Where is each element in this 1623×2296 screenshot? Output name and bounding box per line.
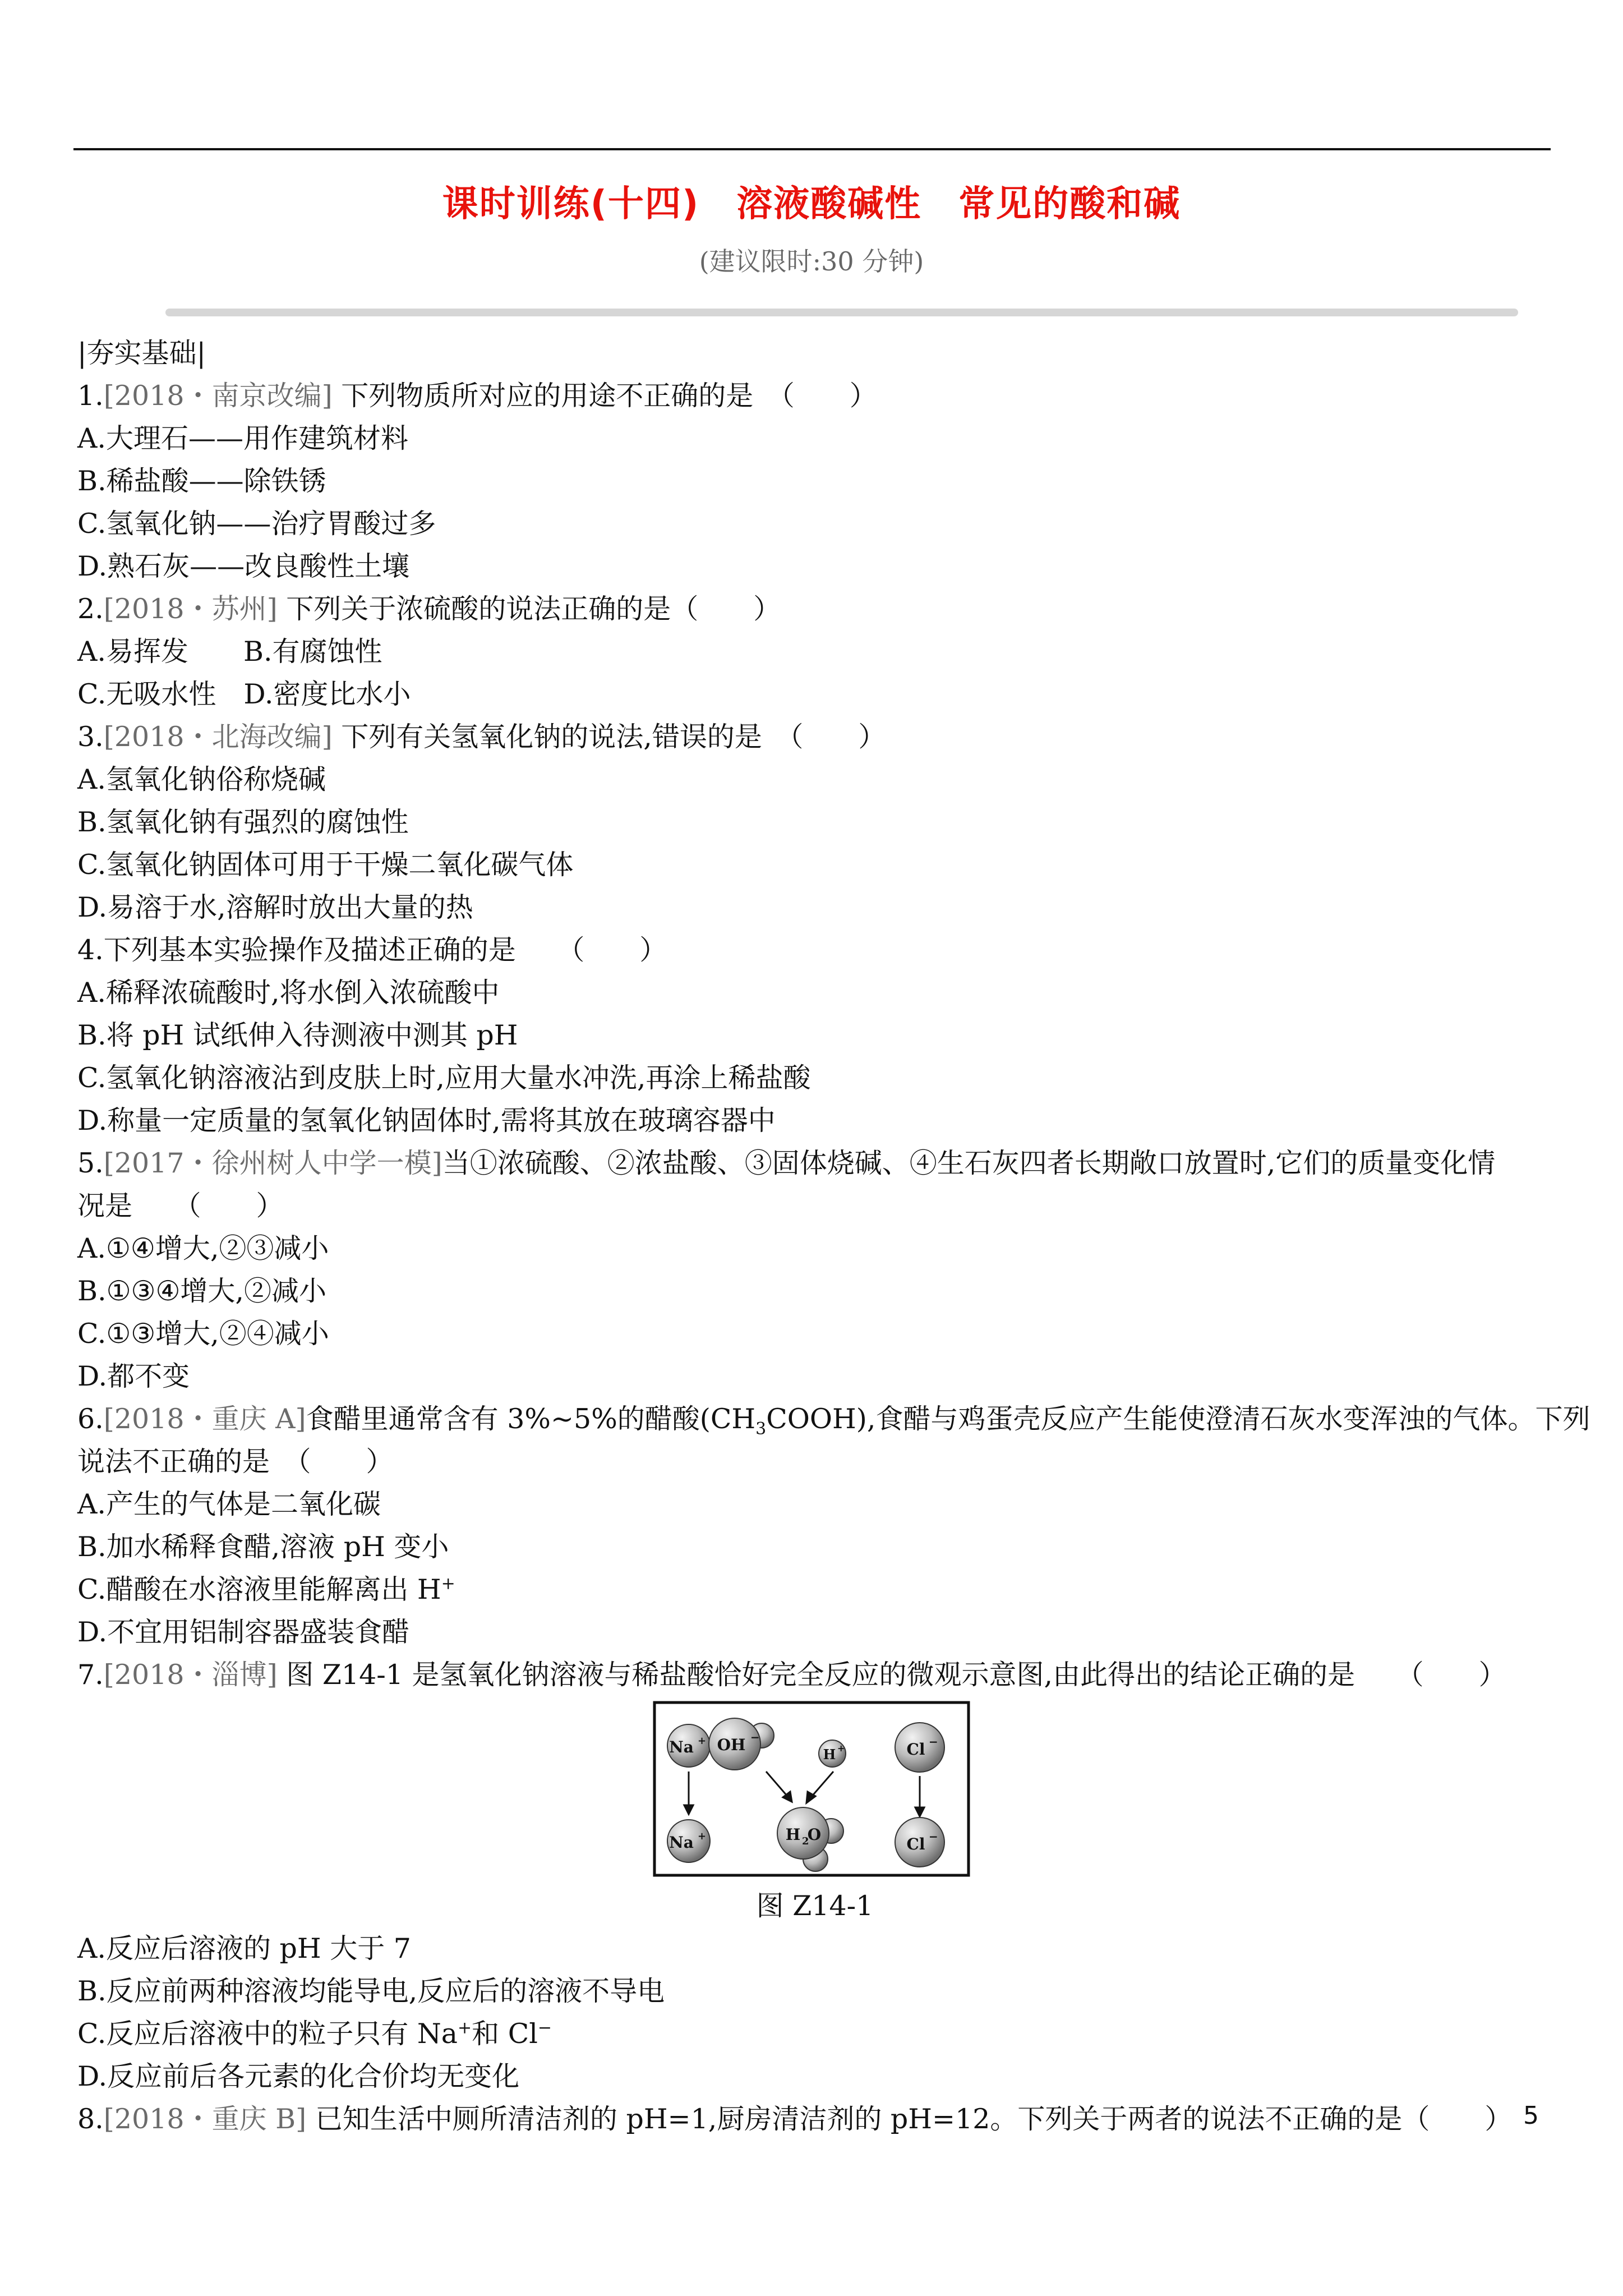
subscript: 3 <box>755 1419 767 1439</box>
option-a: A.反应后溶液的 pH 大于 7 <box>77 1932 411 1964</box>
question-4-stem <box>77 929 1552 972</box>
question-source: [2018・重庆 A] <box>103 1403 306 1435</box>
option-d: D.称量一定质量的氢氧化钠固体时,需将其放在玻璃容器中 <box>77 1105 776 1137</box>
question-5-stem <box>77 1142 1552 1185</box>
option-text: 和 Cl <box>472 2018 538 2050</box>
svg-text:H: H <box>823 1746 836 1763</box>
option-d: D.不宜用铝制容器盛装食醋 <box>77 1616 410 1648</box>
option-c: C.氢氧化钠——治疗胃酸过多 <box>77 508 436 540</box>
page-number: 5 <box>1523 2101 1539 2130</box>
option-b: B.氢氧化钠有强烈的腐蚀性 <box>77 806 409 838</box>
option-d: D.易溶于水,溶解时放出大量的热 <box>77 891 473 923</box>
question-8-stem <box>77 2098 1552 2141</box>
svg-text:Na: Na <box>669 1738 694 1756</box>
question-text: 下列物质所对应的用途不正确的是 （ ） <box>332 380 877 412</box>
question-6-stem <box>77 1398 1590 1441</box>
svg-text:OH: OH <box>717 1736 746 1754</box>
option-d: D.熟石灰——改良酸性土壤 <box>77 550 410 582</box>
figure-caption: 图 Z14-1 <box>756 1890 874 1922</box>
question-source: [2018・北海改编] <box>103 721 333 753</box>
question-text: 图 Z14-1 是氢氧化钠溶液与稀盐酸恰好完全反应的微观示意图,由此得出的结论正确的是 （ ） <box>277 1659 1506 1691</box>
superscript: + <box>458 2018 472 2038</box>
question-source: [2018・苏州] <box>103 593 278 625</box>
question-text: 当①浓硫酸、②浓盐酸、③固体烧碱、④生石灰四者长期敞口放置时,它们的质量变化情 <box>442 1147 1496 1179</box>
option-c: C.氢氧化钠溶液沾到皮肤上时,应用大量水冲洗,再涂上稀盐酸 <box>77 1062 811 1094</box>
question-source: [2018・淄博] <box>103 1659 278 1691</box>
section-divider <box>165 309 1518 316</box>
option-b: B.反应前两种溶液均能导电,反应后的溶液不导电 <box>77 1975 665 2007</box>
question-3-stem <box>77 716 1552 758</box>
question-number: 6. <box>77 1403 104 1435</box>
option-c <box>77 1568 1552 1611</box>
option-c: C.①③增大,②④减小 <box>77 1318 329 1350</box>
question-number: 5. <box>77 1147 104 1179</box>
svg-text:2: 2 <box>802 1835 809 1847</box>
svg-text:+: + <box>837 1743 845 1754</box>
option-c <box>77 2013 1552 2055</box>
question-number: 1. <box>77 380 104 412</box>
question-number: 7. <box>77 1659 104 1691</box>
option-b: B.①③④增大,②减小 <box>77 1275 326 1307</box>
option-text: C.反应后溶液中的粒子只有 Na <box>77 2018 458 2050</box>
chloride-ion-before <box>895 1723 944 1772</box>
page-title: 课时训练(十四) 溶液酸碱性 常见的酸和碱 <box>442 183 1181 225</box>
superscript: − <box>537 2018 552 2038</box>
svg-text:+: + <box>698 1830 707 1842</box>
option-c: C.氢氧化钠固体可用于干燥二氧化碳气体 <box>77 849 574 881</box>
svg-text:H: H <box>785 1825 801 1844</box>
svg-text:−: − <box>929 1830 938 1843</box>
option-d: D.都不变 <box>77 1360 190 1392</box>
section-label: |夯实基础| <box>77 337 206 369</box>
question-number: 3. <box>77 721 104 753</box>
question-source: [2018・南京改编] <box>103 380 333 412</box>
question-source: [2018・重庆 B] <box>103 2103 307 2135</box>
question-source: [2017・徐州树人中学一模] <box>103 1147 442 1179</box>
svg-text:+: + <box>698 1735 707 1747</box>
question-text: COOH),食醋与鸡蛋壳反应产生能使澄清石灰水变浑浊的气体。下列 <box>766 1403 1590 1435</box>
option-a: A.稀释浓硫酸时,将水倒入浓硫酸中 <box>77 977 500 1009</box>
question-text: 已知生活中厕所清洁剂的 pH=1,厨房清洁剂的 pH=12。下列关于两者的说法不正确的是（ ） <box>306 2103 1513 2135</box>
question-6-stem-cont: 说法不正确的是 （ ） <box>77 1446 394 1478</box>
question-number: 4. <box>77 934 104 966</box>
svg-text:O: O <box>807 1825 822 1844</box>
svg-text:−: − <box>929 1735 938 1749</box>
option-b: B.加水稀释食醋,溶液 pH 变小 <box>77 1531 449 1563</box>
option-cd: C.无吸水性 D.密度比水小 <box>77 678 411 710</box>
question-list <box>77 332 1590 2141</box>
question-text: 下列基本实验操作及描述正确的是 （ ） <box>103 934 667 966</box>
sodium-ion-before <box>667 1724 710 1767</box>
svg-text:Cl: Cl <box>906 1835 925 1853</box>
sodium-ion-after <box>667 1820 710 1862</box>
svg-text:−: − <box>750 1731 760 1744</box>
time-limit-subtitle: (建议限时:30 分钟) <box>699 246 924 277</box>
question-2-stem <box>77 588 1552 631</box>
question-5-stem-cont: 况是 （ ） <box>77 1190 284 1222</box>
question-1-stem <box>77 375 1552 417</box>
question-number: 8. <box>77 2103 104 2135</box>
option-a: A.产生的气体是二氧化碳 <box>77 1488 381 1520</box>
superscript: + <box>441 1573 455 1594</box>
option-a: A.大理石——用作建筑材料 <box>77 422 408 454</box>
question-text: 下列关于浓硫酸的说法正确的是（ ） <box>277 593 781 625</box>
option-d: D.反应前后各元素的化合价均无变化 <box>77 2060 520 2092</box>
question-7-stem <box>77 1654 1552 1696</box>
option-text: C.醋酸在水溶液里能解离出 H <box>77 1573 441 1605</box>
option-a: A.①④增大,②③减小 <box>77 1232 329 1264</box>
option-b: B.将 pH 试纸伸入待测液中测其 pH <box>77 1019 518 1051</box>
svg-text:Cl: Cl <box>906 1740 925 1759</box>
svg-text:Na: Na <box>669 1833 694 1852</box>
reaction-diagram <box>77 1701 1552 1880</box>
top-rule <box>73 148 1551 150</box>
question-text: 食醋里通常含有 3%~5%的醋酸(CH <box>306 1403 756 1435</box>
reaction-diagram-svg <box>653 1701 970 1877</box>
option-a: A.氢氧化钠俗称烧碱 <box>77 763 326 795</box>
option-ab: A.易挥发 B.有腐蚀性 <box>77 636 382 668</box>
hydrogen-ion <box>819 1740 846 1767</box>
option-b: B.稀盐酸——除铁锈 <box>77 465 326 497</box>
chloride-ion-after <box>895 1818 944 1867</box>
question-number: 2. <box>77 593 104 625</box>
question-text: 下列有关氢氧化钠的说法,错误的是 （ ） <box>332 721 886 753</box>
